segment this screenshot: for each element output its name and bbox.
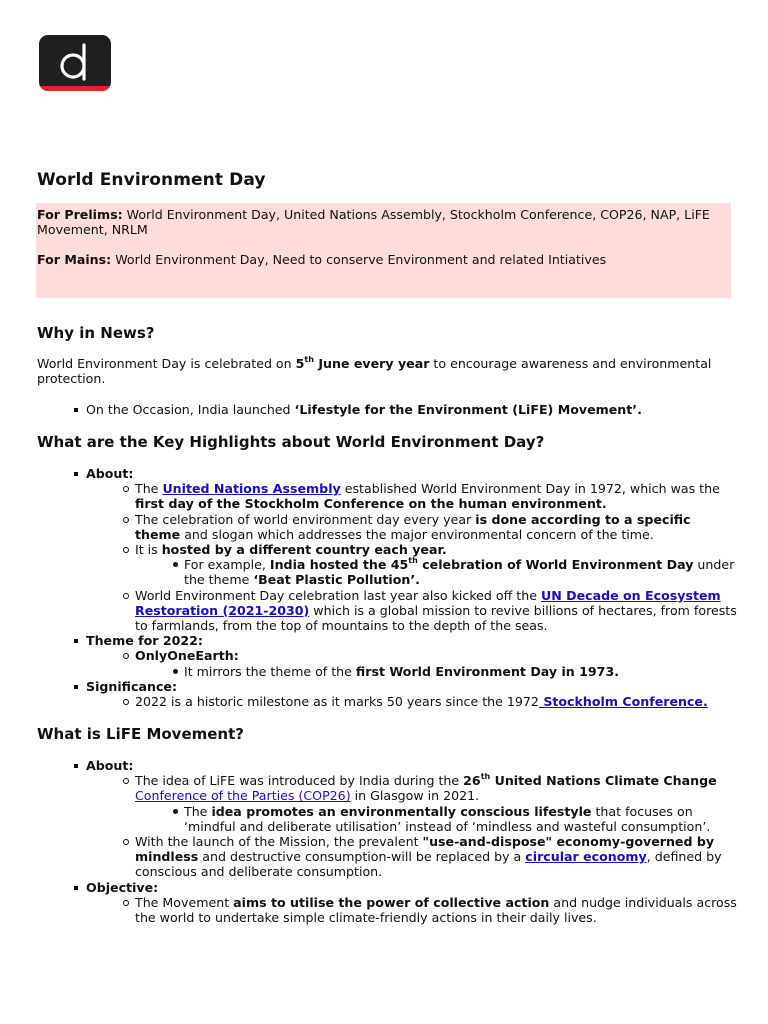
why-paragraph: World Environment Day is celebrated on 5th June every year to encourage awareness and environmental protection. bbox=[37, 354, 712, 387]
prelims-label: For Prelims: bbox=[37, 207, 123, 222]
section-heading-life: What is LiFE Movement? bbox=[37, 725, 244, 743]
section-heading-highlights: What are the Key Highlights about World Environment Day? bbox=[37, 433, 545, 451]
list-item: It mirrors the theme of the first World Environment Day in 1973. bbox=[172, 664, 740, 679]
highlights-list bbox=[0, 466, 740, 709]
list-item-theme: Theme for 2022: OnlyOneEarth: It mirrors the theme of the first World Environment Day in 1973. bbox=[0, 633, 740, 679]
list-item: The idea promotes an environmentally conscious lifestyle that focuses on ‘mindful and deliberate utilisation’ instead of ‘mindless and wasteful consumption’. bbox=[172, 804, 740, 834]
link-stockholm-conference[interactable]: Stockholm Conference. bbox=[538, 694, 708, 710]
list-item: For example, India hosted the 45th celebration of World Environment Day under the theme ‘Beat Plastic Pollution’. bbox=[172, 557, 740, 587]
list-item: World Environment Day celebration last year also kicked off the UN Decade on Ecosystem Restoration (2021-2030) which is a global mission to revive billions of hectares, from forests to farmlands, from the top of mountains to the depth of the seas. bbox=[123, 588, 740, 634]
list-item: It is hosted by a different country each year. For example, India hosted the 45th celebration of World Environment Day under the theme ‘Beat Plastic Pollution’. bbox=[123, 542, 740, 588]
why-list bbox=[0, 402, 740, 417]
list-item-about: About: The United Nations Assembly established World Environment Day in 1972, which was the first day of the Stockholm Conference on the human environment. The celebration of world environment day every year is done according to a specific theme and slogan which addresses the major environmental concern of the time. It is hosted by a different country each year. For example, India hosted the 45th celebration of World Environment Day under the theme ‘Beat Plastic Pollution’. World Environment Day celebration last year also kicked off the UN Decade on Ecosystem Restoration (2021-2030) which is a global mission to revive billions of hectares, from forests to farmlands, from the top of mountains to the depth of the seas. bbox=[0, 466, 740, 633]
list-item: The celebration of world environment day every year is done according to a specific theme and slogan which addresses the major environmental concern of the time. bbox=[123, 512, 740, 542]
prelims-line bbox=[37, 207, 731, 237]
list-item: 2022 is a historic milestone as it marks 50 years since the 1972 Stockholm Conference. bbox=[123, 694, 740, 709]
logo-d-icon bbox=[39, 35, 111, 91]
list-item: The United Nations Assembly established World Environment Day in 1972, which was the first day of the Stockholm Conference on the human environment. bbox=[123, 481, 740, 511]
mains-text: World Environment Day, Need to conserve Environment and related Intiatives bbox=[111, 252, 607, 267]
tags-box bbox=[36, 203, 731, 298]
list-item-significance: Significance: 2022 is a historic milestone as it marks 50 years since the 1972 Stockholm Conference. bbox=[0, 679, 740, 709]
logo-accent-bar bbox=[39, 86, 111, 91]
list-item: On the Occasion, India launched ‘Lifestyle for the Environment (LiFE) Movement’. bbox=[0, 402, 740, 417]
list-item: OnlyOneEarth: It mirrors the theme of the first World Environment Day in 1973. bbox=[123, 648, 740, 678]
mains-line bbox=[37, 252, 731, 267]
life-list bbox=[0, 758, 740, 925]
link-united-nations-assembly[interactable]: United Nations Assembly bbox=[162, 481, 341, 497]
list-item: With the launch of the Mission, the prevalent "use-and-dispose" economy-governed by mindless and destructive consumption-will be replaced by a circular economy, defined by conscious and deliberate consumption. bbox=[123, 834, 740, 880]
link-cop26[interactable]: Conference of the Parties (COP26) bbox=[135, 788, 351, 804]
page-title: World Environment Day bbox=[37, 170, 266, 190]
link-un-decade[interactable]: UN Decade on Ecosystem Restoration (2021-2030) bbox=[135, 587, 721, 618]
site-logo[interactable] bbox=[39, 35, 111, 91]
list-item: The idea of LiFE was introduced by India during the 26th United Nations Climate Change Conference of the Parties (COP26) in Glasgow in 2021. The idea promotes an environmentally conscious lifestyle that focuses on ‘mindful and deliberate utilisation’ instead of ‘mindless and wasteful consumption’. bbox=[123, 773, 740, 834]
link-circular-economy[interactable]: circular economy bbox=[525, 849, 647, 865]
list-item-objective: Objective: The Movement aims to utilise the power of collective action and nudge individuals across the world to undertake simple climate-friendly actions in their daily lives. bbox=[0, 880, 740, 926]
prelims-text: World Environment Day, United Nations Assembly, Stockholm Conference, COP26, NAP, LiFE Movement, NRLM bbox=[37, 207, 710, 237]
mains-label: For Mains: bbox=[37, 252, 112, 267]
section-heading-why: Why in News? bbox=[37, 324, 155, 342]
list-item-about: About: The idea of LiFE was introduced by India during the 26th United Nations Climate Change Conference of the Parties (COP26) in Glasgow in 2021. The idea promotes an environmentally conscious lifestyle that focuses on ‘mindful and deliberate utilisation’ instead of ‘mindless and wasteful consumption’. With the launch of the Mission, the prevalent "use-and-dispose" economy-governed by mindless and destructive consumption-will be replaced by a circular economy, defined by conscious and deliberate consumption. bbox=[0, 758, 740, 880]
list-item: The Movement aims to utilise the power of collective action and nudge individuals across the world to undertake simple climate-friendly actions in their daily lives. bbox=[123, 895, 740, 925]
